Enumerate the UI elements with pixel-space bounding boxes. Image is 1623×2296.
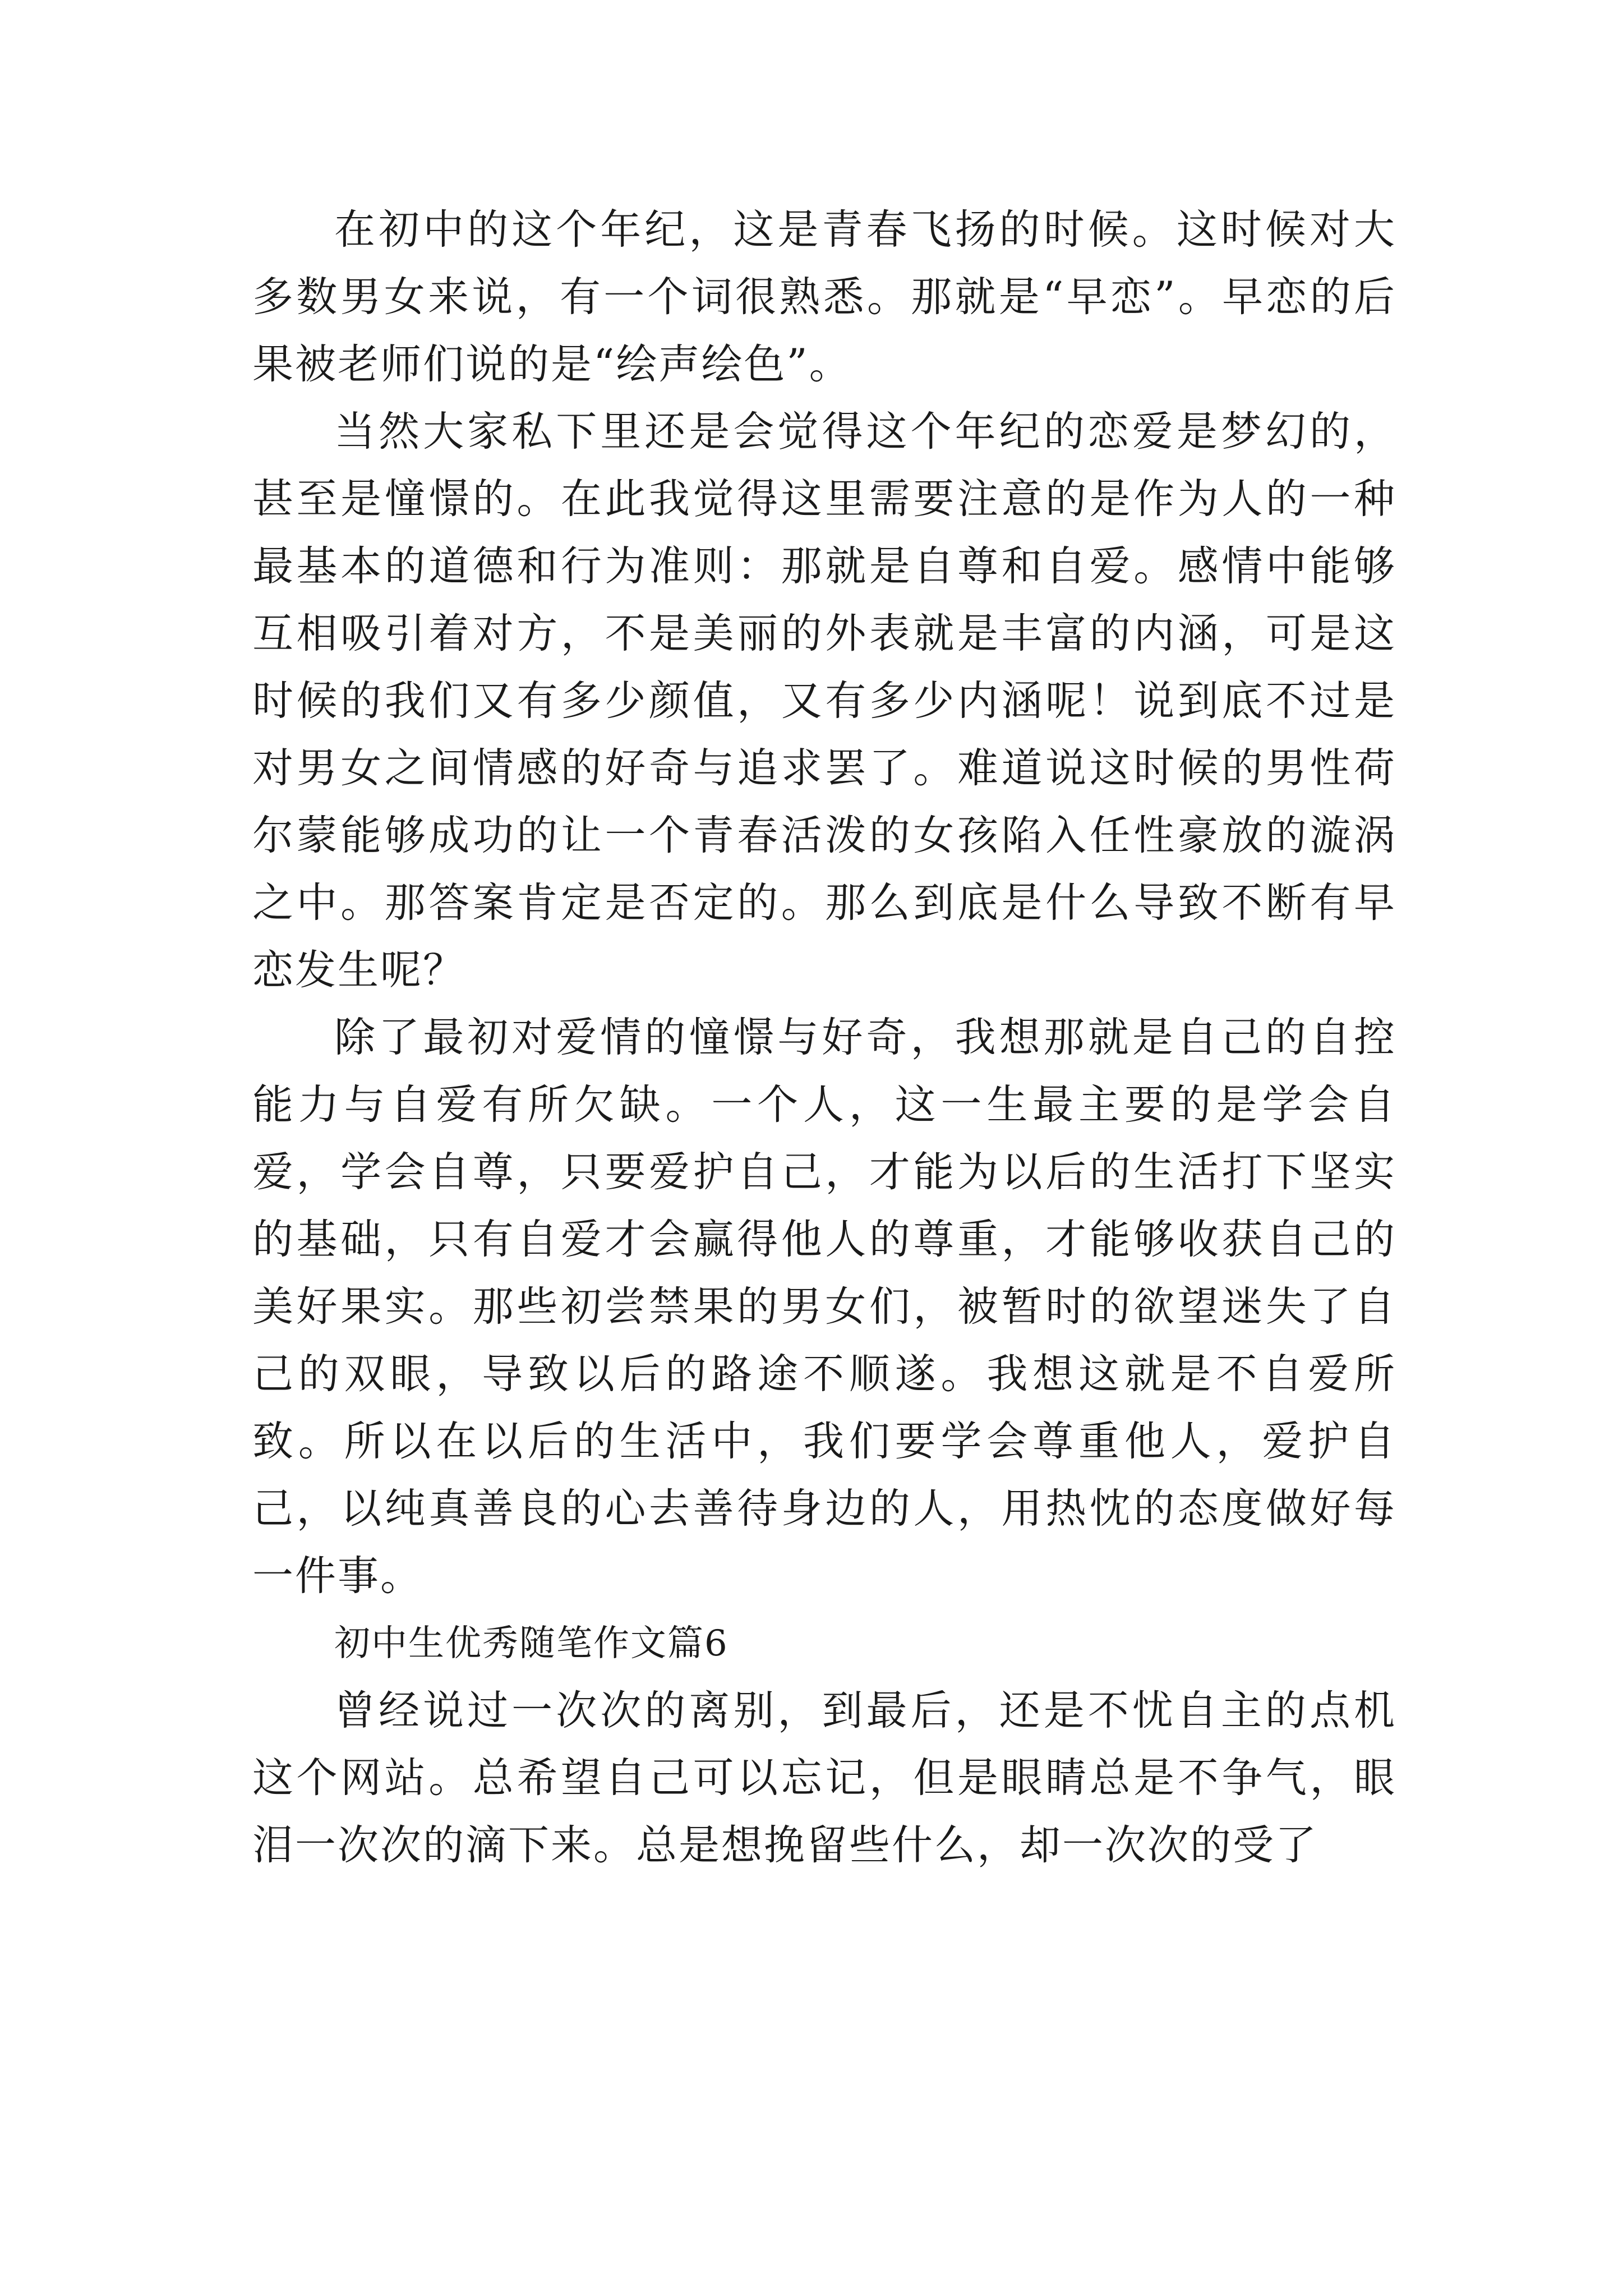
paragraph-3: 除了最初对爱情的憧憬与好奇，我想那就是自己的自控能力与自爱有所欠缺。一个人，这一生最主要的是学会自爱，学会自尊，只要爱护自己，才能为以后的生活打下坚实的基础，只有自爱才会赢得他人的尊重，才能够收获自己的美好果实。那些初尝禁果的男女们，被暂时的欲望迷失了自己的双眼，导致以后的路途不顺遂。我想这就是不自爱所致。所以在以后的生活中，我们要学会尊重他人，爱护自己，以纯真善良的心去善待身边的人，用热忱的态度做好每一件事。 xyxy=(252,1014,1396,1600)
paragraph-1: 在初中的这个年纪，这是青春飞扬的时候。这时候对大多数男女来说，有一个词很熟悉。那就是“早恋”。早恋的后果被老师们说的是“绘声绘色”。 xyxy=(252,206,1396,388)
paragraph-2: 当然大家私下里还是会觉得这个年纪的恋爱是梦幻的，甚至是憧憬的。在此我觉得这里需要注意的是作为人的一种最基本的道德和行为准则：那就是自尊和自爱。感情中能够互相吸引着对方，不是美丽的外表就是丰富的内涵，可是这时候的我们又有多少颜值，又有多少内涵呢！说到底不过是对男女之间情感的好奇与追求罢了。难道说这时候的男性荷尔蒙能够成功的让一个青春活泼的女孩陷入任性豪放的漩涡之中。那答案肯定是否定的。那么到底是什么导致不断有早恋发生呢？ xyxy=(252,408,1396,994)
paragraph-4: 曾经说过一次次的离别，到最后，还是不忧自主的点机这个网站。总希望自己可以忘记，但是眼睛总是不争气，眼泪一次次的滴下来。总是想挽留些什么，却一次次的受了 xyxy=(252,1687,1396,1869)
section-heading: 初中生优秀随笔作文篇6 xyxy=(334,1623,728,1664)
document-body xyxy=(252,196,1396,1879)
